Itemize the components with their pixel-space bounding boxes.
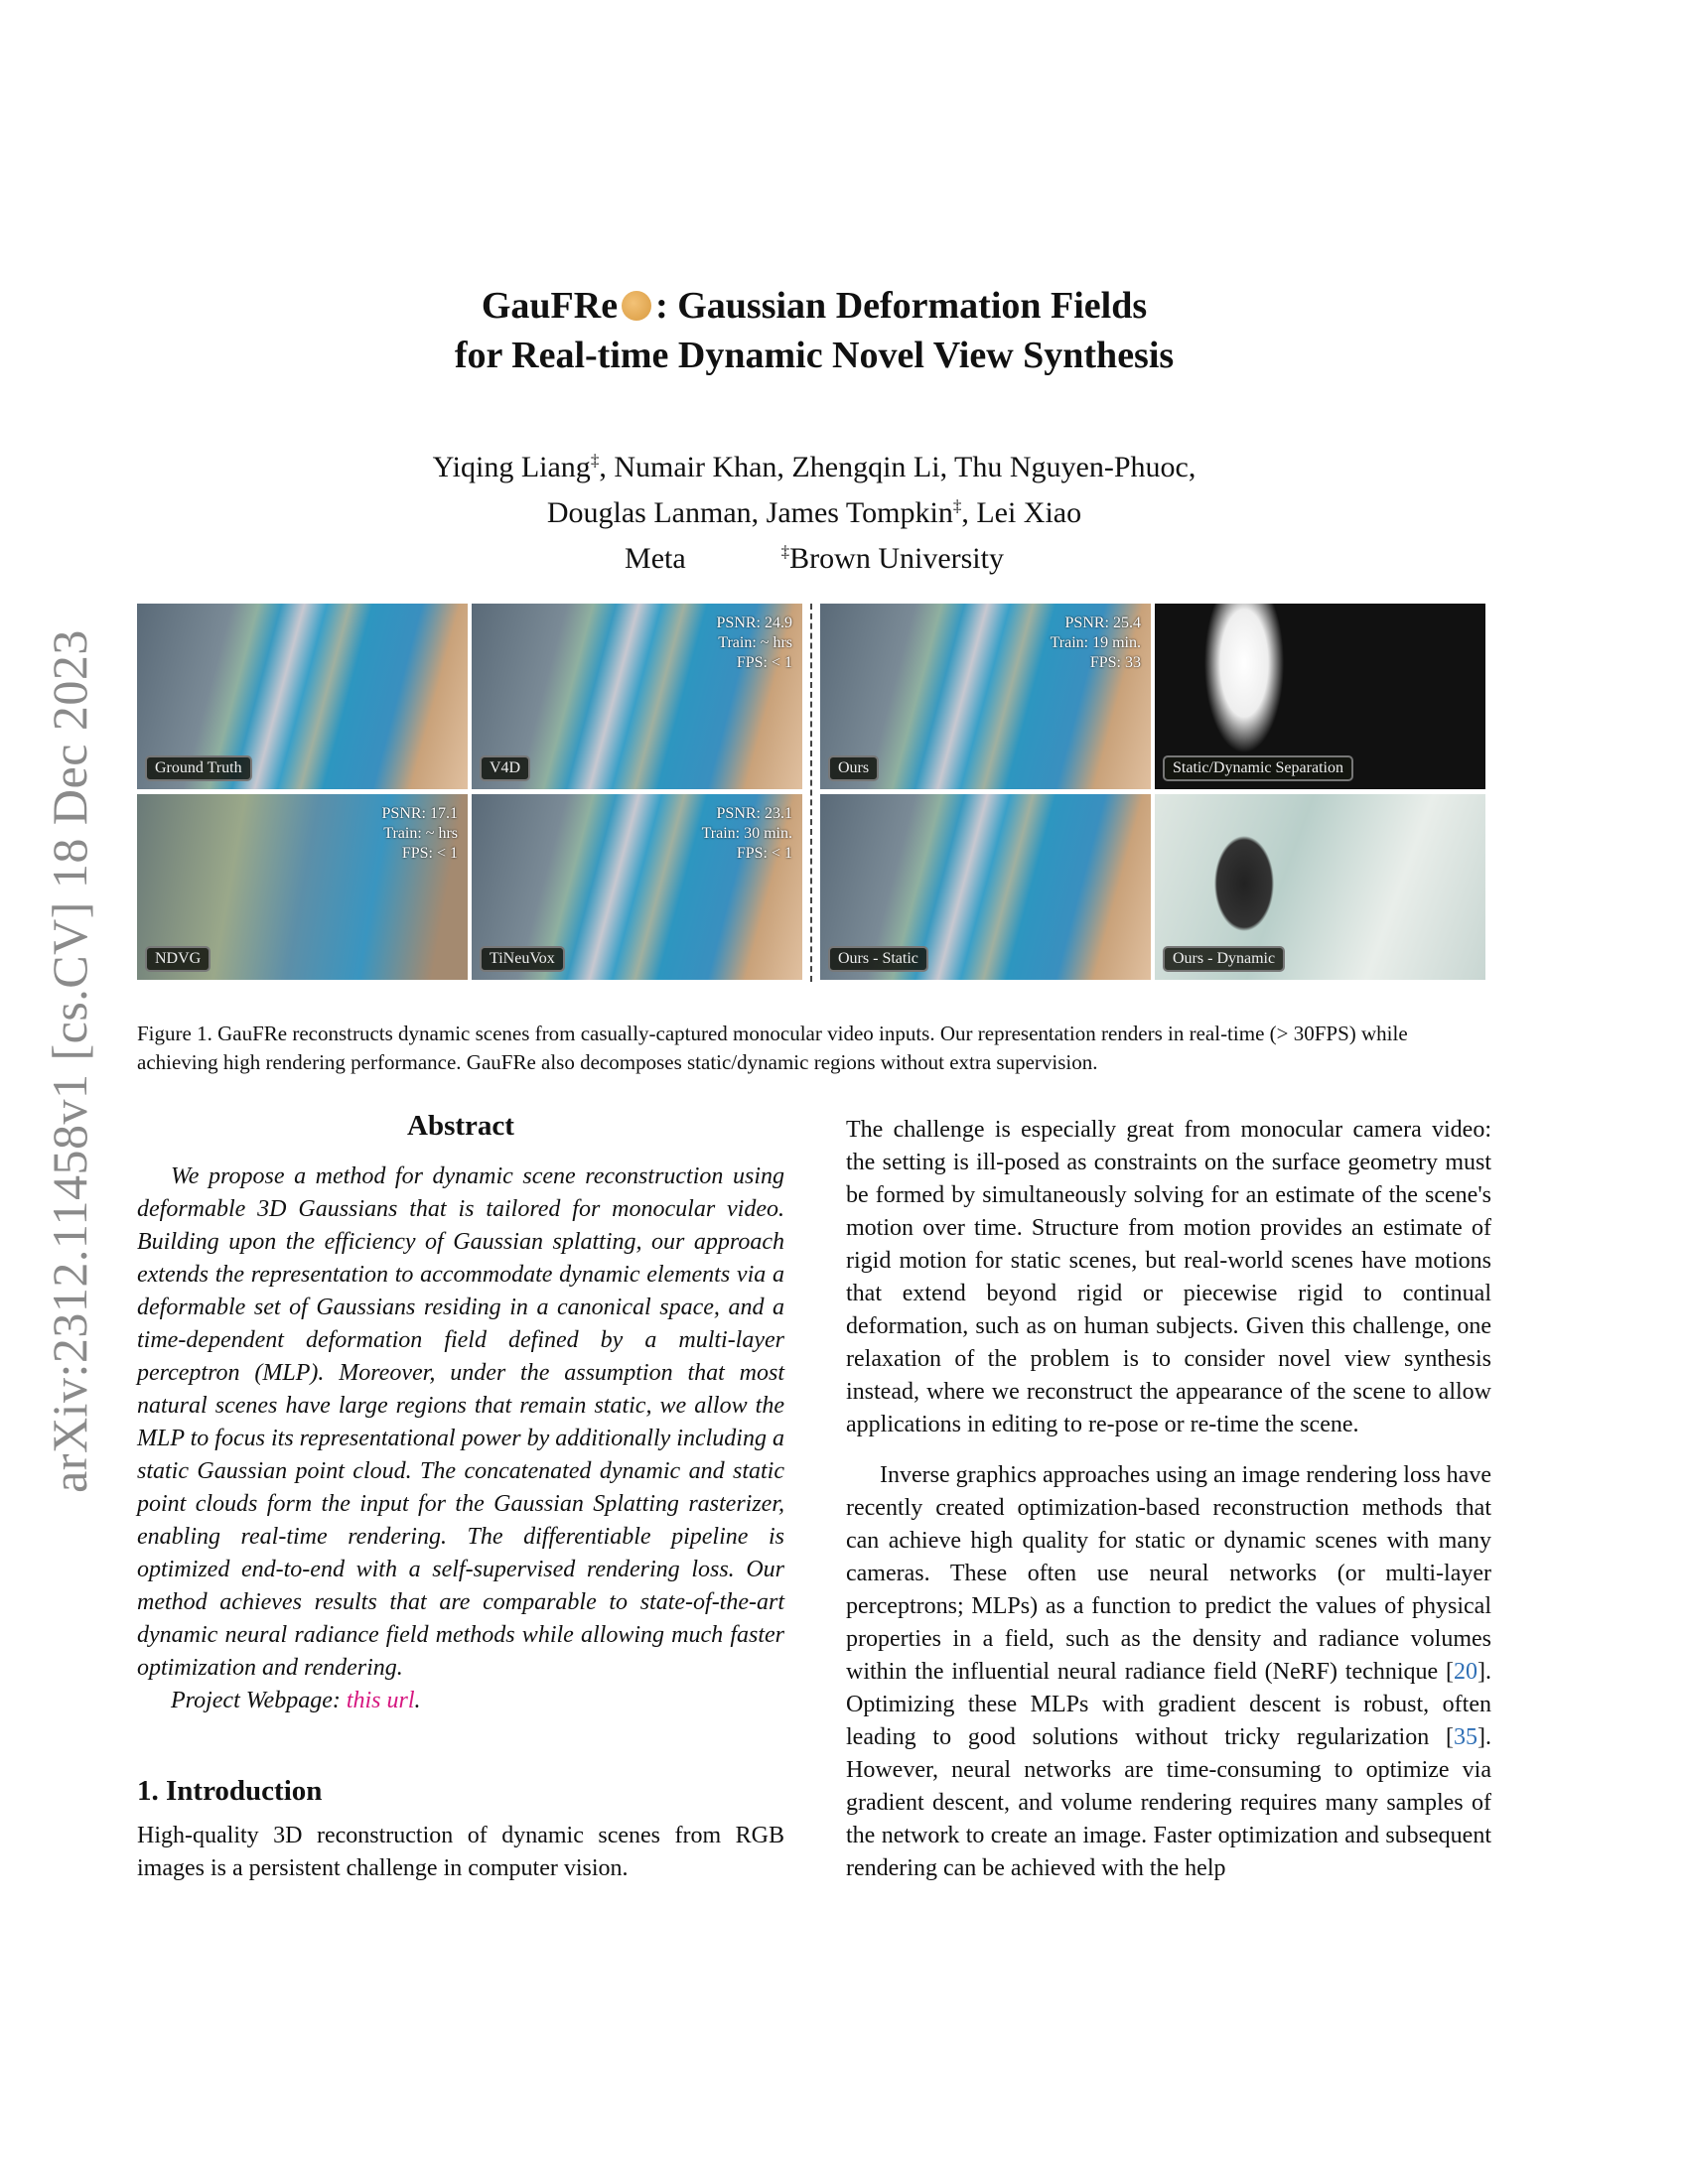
- panel-stat: FPS: < 1: [736, 845, 792, 862]
- panel-stat: PSNR: 25.4: [1064, 614, 1141, 631]
- title-name: GauFRe: [481, 285, 619, 327]
- panel-label: Ours - Dynamic: [1163, 946, 1285, 972]
- panel-stats: [382, 804, 458, 864]
- panel-stat: Train: 30 min.: [701, 825, 792, 842]
- intro-paragraph-1-cont: The challenge is especially great from monocular camera video: the setting is ill-posed as constraints on the surface geometry must be formed by simultaneously solving for an estimate of the scene's motion over time. Structure from motion provides an estimate of rigid motion for static scenes, but real-world scenes have motions that extend beyond rigid or piecewise rigid to continual deformation, such as on human subjects. Given this challenge, one relaxation of the problem is to consider novel view synthesis instead, where we reconstruct the appearance of the scene to allow applications in editing to re-pose or re-time the scene.: [846, 1117, 1491, 1437]
- panel-stat: FPS: < 1: [401, 845, 458, 862]
- paper-title: [0, 281, 1628, 380]
- panel-label: Static/Dynamic Separation: [1163, 755, 1353, 781]
- figure-caption: Figure 1. GauFRe reconstructs dynamic scenes from casually-captured monocular video inputs. Our representation renders in real-time (> 30FPS) while achieving high rendering performance. GauFRe also decomposes static/dynamic regions without extra supervision.: [137, 1022, 1408, 1074]
- affiliations: Meta ‡Brown University: [625, 542, 1004, 575]
- panel-stats: [702, 804, 792, 864]
- authors-line2: Douglas Lanman, James Tompkin‡, Lei Xiao: [546, 496, 1082, 529]
- citation-35[interactable]: 35: [1454, 1724, 1477, 1750]
- panel-stat: FPS: < 1: [736, 654, 792, 671]
- authors-line1: Yiqing Liang‡, Numair Khan, Zhengqin Li, Thu Nguyen-Phuoc,: [432, 451, 1196, 483]
- panel-label: Ours - Static: [828, 946, 928, 972]
- panel-stat: Train: ~ hrs: [383, 825, 458, 842]
- right-column: [846, 1114, 1491, 1885]
- figure-panel: [472, 794, 802, 980]
- intro-heading: 1. Introduction: [137, 1775, 323, 1807]
- panel-label: V4D: [480, 755, 530, 781]
- intro-paragraph-2: Inverse graphics approaches using an image rendering loss have recently created optimization-based reconstruction methods that can achieve high quality for static or dynamic scenes with many cameras. These often use neural networks (or multi-layer perceptrons; MLPs) as a function to predict the values of physical properties in a field, such as the density and radiance volumes within the influential neural radiance field (NeRF) technique [20]. Optimizing these MLPs with gradient descent is robust, often leading to good solutions without tricky regularization [35]. However, neural networks are time-consuming to optimize via gradient descent, and volume rendering requires many samples of the network to create an image. Faster optimization and subsequent rendering can be achieved with the help: [846, 1462, 1491, 1881]
- figure-panel: [1155, 794, 1485, 980]
- title-line1: : Gaussian Deformation Fields: [655, 285, 1148, 327]
- figure-panel: [137, 794, 468, 980]
- citation-20[interactable]: 20: [1454, 1659, 1477, 1685]
- panel-stat: PSNR: 23.1: [716, 805, 792, 822]
- figure-panel: [137, 604, 468, 789]
- panel-stat: Train: 19 min.: [1050, 634, 1141, 651]
- panel-label: TiNeuVox: [480, 946, 565, 972]
- abstract-body: We propose a method for dynamic scene reconstruction using deformable 3D Gaussians that is tailored for monocular video. Building upon the efficiency of Gaussian splatting, our approach extends the representation to accommodate dynamic elements via a deformable set of Gaussians residing in a canonical space, and a time-dependent deformation field defined by a multi-layer perceptron (MLP). Moreover, under the assumption that most natural scenes have large regions that remain static, we allow the MLP to focus its representational power by additionally including a static Gaussian point cloud. The concatenated dynamic and static point clouds form the input for the Gaussian Splatting rasterizer, enabling real-time rendering. The differentiable pipeline is optimized end-to-end with a self-supervised rendering loss. Our method achieves results that are comparable to state-of-the-art dynamic neural radiance field methods while allowing much faster optimization and rendering.: [137, 1163, 784, 1681]
- figure-panel: [1155, 604, 1485, 789]
- figure-panel: [472, 604, 802, 789]
- title-line2: for Real-time Dynamic Novel View Synthesis: [454, 335, 1175, 376]
- abstract-section: [137, 1110, 784, 1885]
- panel-stats: [717, 614, 792, 673]
- panel-stats: [1051, 614, 1141, 673]
- panel-stat: Train: ~ hrs: [718, 634, 792, 651]
- intro-paragraph-1: High-quality 3D reconstruction of dynamic scenes from RGB images is a persistent challenge in computer vision.: [137, 1823, 784, 1881]
- author-block: [0, 441, 1628, 578]
- panel-label: NDVG: [145, 946, 211, 972]
- project-webpage-link[interactable]: this url: [346, 1688, 415, 1713]
- figure-1: [137, 604, 1487, 982]
- figure-panel: [820, 794, 1151, 980]
- panel-stat: PSNR: 17.1: [381, 805, 458, 822]
- panel-stat: FPS: 33: [1089, 654, 1141, 671]
- figure-panel: [820, 604, 1151, 789]
- panel-stat: PSNR: 24.9: [716, 614, 792, 631]
- figure-divider: [810, 604, 812, 982]
- panel-label: Ours: [828, 755, 879, 781]
- arxiv-side-stamp: arXiv:2312.11458v1 [cs.CV] 18 Dec 2023: [42, 629, 97, 1493]
- project-webpage: Project Webpage: this url.: [171, 1688, 421, 1713]
- panel-label: Ground Truth: [145, 755, 252, 781]
- waffle-logo-icon: [622, 291, 651, 321]
- abstract-heading: Abstract: [407, 1110, 514, 1142]
